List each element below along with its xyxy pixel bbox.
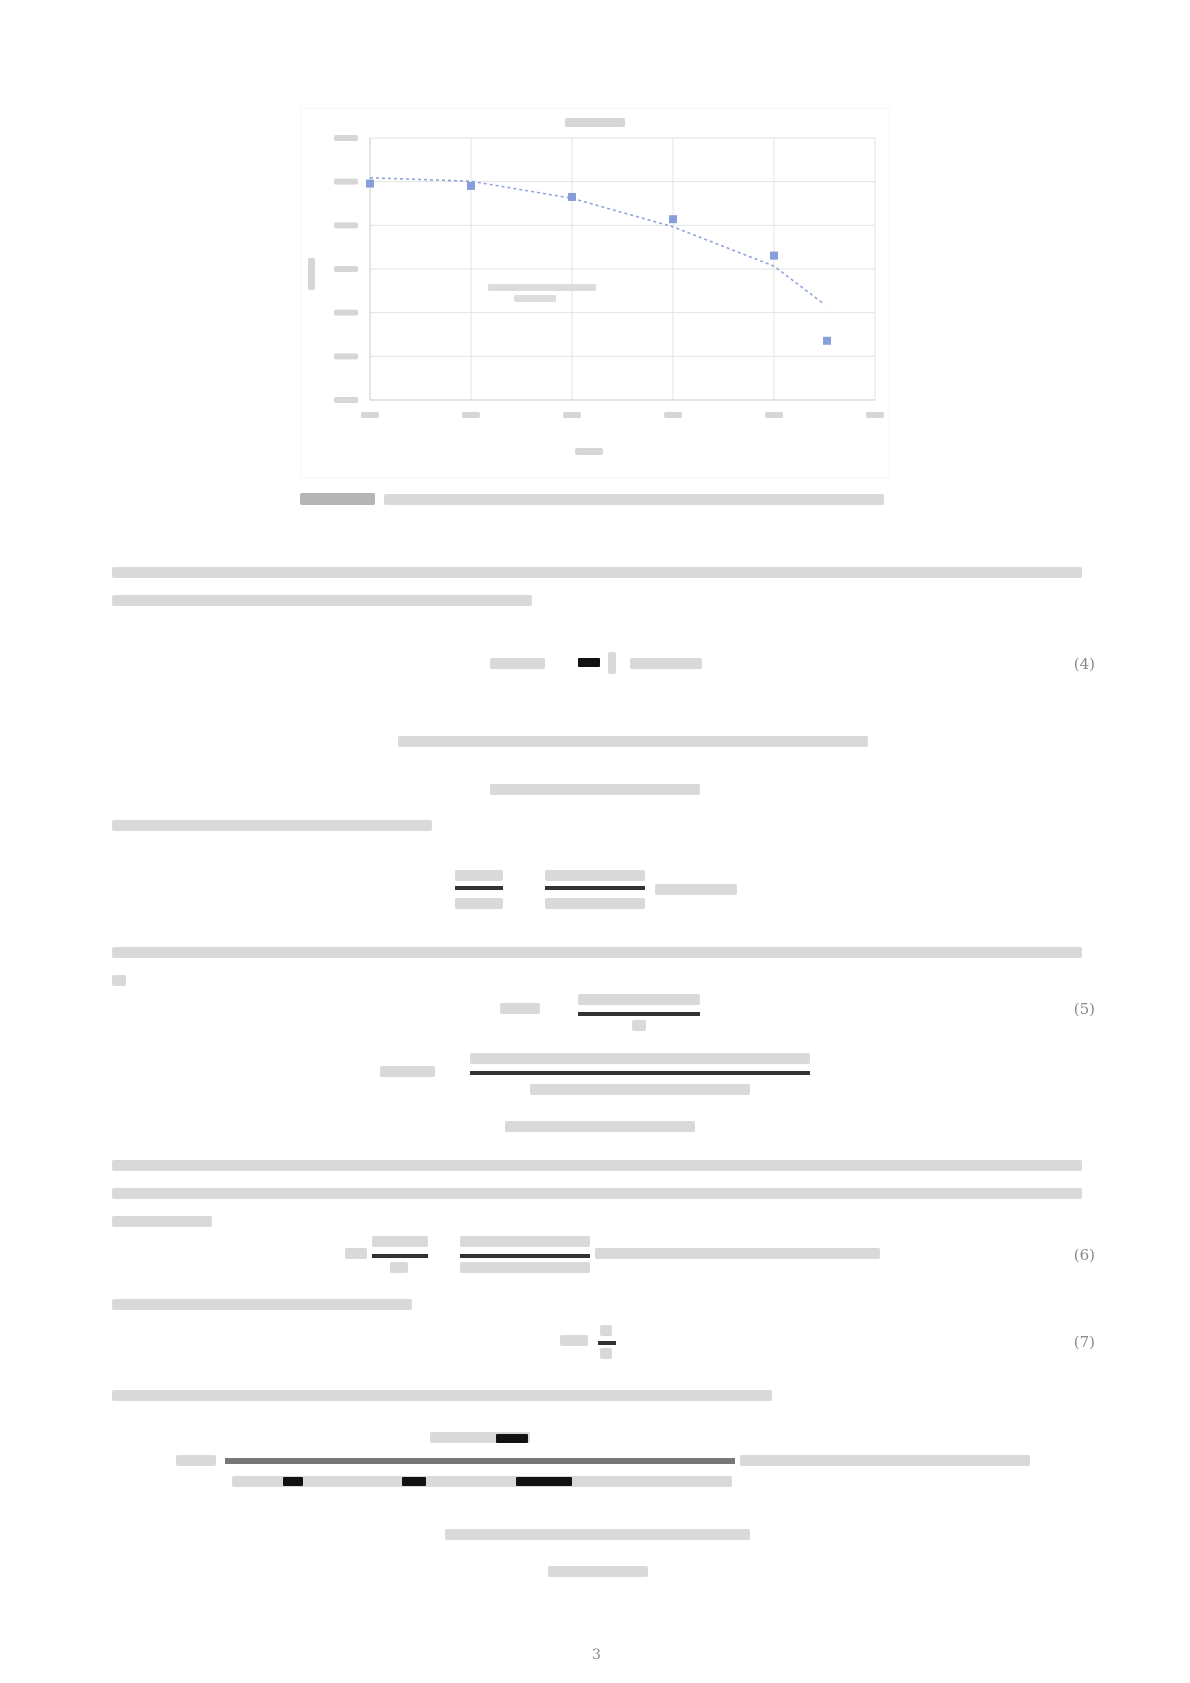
y-tick-label-placeholder [334, 135, 358, 141]
big-equation-denominator-mark [516, 1477, 572, 1486]
equation-line-placeholder [505, 1121, 695, 1132]
equation-line-placeholder [398, 736, 868, 747]
big-equation-tail-placeholder [740, 1455, 1030, 1466]
big-equation-denominator-mark [283, 1477, 303, 1486]
ylabel-placeholder [308, 258, 315, 290]
x-tick-label-placeholder [664, 412, 682, 418]
fraction-placeholder [455, 898, 503, 909]
fraction-bar [545, 886, 645, 890]
figure-caption-text-placeholder [384, 494, 884, 505]
equation-4-placeholder [630, 658, 702, 669]
y-tick-label-placeholder [334, 310, 358, 316]
big-equation-fraction-bar [225, 1458, 735, 1464]
fraction-placeholder [455, 870, 503, 881]
x-tick-label-placeholder [563, 412, 581, 418]
equation-number: (7) [1073, 1333, 1095, 1351]
equation-line-placeholder [490, 784, 700, 795]
data-point [669, 215, 677, 223]
paragraph-line [112, 1160, 1082, 1171]
data-point [366, 180, 374, 188]
velocity-profile-chart [300, 108, 890, 478]
paragraph-line [112, 595, 532, 606]
big-equation-lead-placeholder [176, 1455, 216, 1466]
y-tick-label-placeholder [334, 397, 358, 403]
equation-5-placeholder [578, 994, 700, 1005]
equation-6-placeholder [595, 1248, 880, 1259]
paragraph-line [112, 975, 126, 986]
big-equation-numerator-mark [496, 1434, 528, 1443]
fraction-placeholder [545, 870, 645, 881]
y-tick-label-placeholder [334, 266, 358, 272]
data-point [770, 252, 778, 260]
equation-line-placeholder [470, 1053, 810, 1064]
x-tick-label-placeholder [866, 412, 884, 418]
equation-number: (4) [1073, 655, 1095, 673]
equation-line-placeholder [548, 1566, 648, 1577]
figure-caption-label [300, 493, 375, 505]
equation-6-fraction-bar [372, 1254, 428, 1258]
x-tick-label-placeholder [361, 412, 379, 418]
paragraph-line [112, 947, 1082, 958]
equation-5-fraction-bar [578, 1012, 700, 1016]
equation-6-placeholder [372, 1236, 428, 1247]
figure [300, 108, 890, 478]
equation-5-placeholder [632, 1020, 646, 1031]
paragraph-line [112, 820, 432, 831]
equation-5-placeholder [500, 1003, 540, 1014]
fraction-placeholder [655, 884, 737, 895]
y-tick-label-placeholder [334, 353, 358, 359]
equation-4-placeholder [608, 652, 616, 674]
fraction-bar [455, 886, 503, 890]
paragraph-line [112, 567, 1082, 578]
equation-4-placeholder [578, 658, 600, 667]
equation-6-placeholder [460, 1236, 590, 1247]
x-tick-label-placeholder [765, 412, 783, 418]
equation-6-placeholder [460, 1262, 590, 1273]
chart-title-placeholder [565, 118, 625, 127]
equation-7-placeholder [600, 1348, 612, 1359]
paragraph-line [112, 1299, 412, 1310]
paragraph-line [112, 1188, 1082, 1199]
equation-line-placeholder [530, 1084, 750, 1095]
equation-7-placeholder [600, 1325, 612, 1336]
equation-line-placeholder [380, 1066, 435, 1077]
fraction-bar [470, 1071, 810, 1075]
equation-4-placeholder [490, 658, 545, 669]
data-point [823, 337, 831, 345]
big-equation-denominator-placeholder [232, 1476, 732, 1487]
big-equation-denominator-mark [402, 1477, 426, 1486]
data-point [568, 193, 576, 201]
equation-number: (5) [1073, 1000, 1095, 1018]
y-tick-label-placeholder [334, 179, 358, 185]
paragraph-line [112, 1216, 212, 1227]
equation-6-placeholder [345, 1248, 367, 1259]
xlabel-placeholder [575, 448, 603, 455]
equation-number: (6) [1073, 1246, 1095, 1264]
equation-7-placeholder [560, 1335, 588, 1346]
x-tick-label-placeholder [462, 412, 480, 418]
equation-6-fraction-bar [460, 1254, 590, 1258]
y-tick-label-placeholder [334, 222, 358, 228]
equation-6-placeholder [390, 1262, 408, 1273]
page-number: 3 [592, 1647, 601, 1663]
data-point [467, 182, 475, 190]
paragraph-line [112, 1390, 772, 1401]
fraction-placeholder [545, 898, 645, 909]
equation-line-placeholder [445, 1529, 750, 1540]
equation-7-fraction-bar [598, 1341, 616, 1345]
